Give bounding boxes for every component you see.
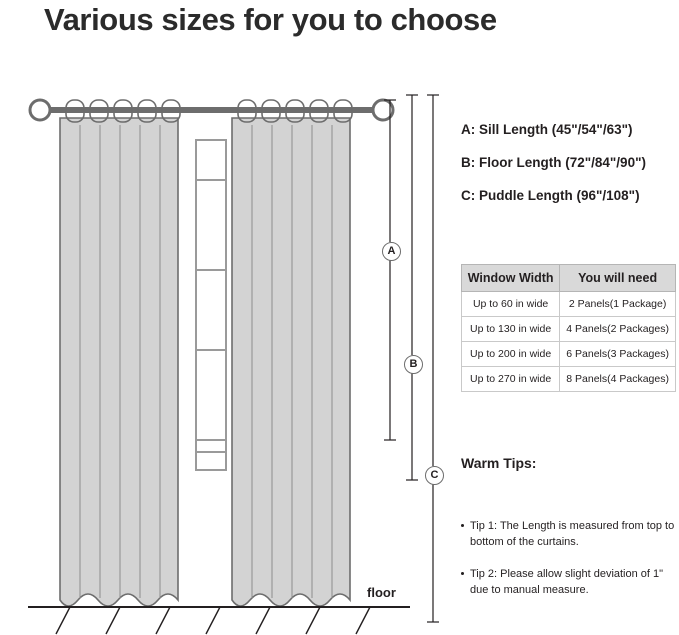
tip-text: Tip 1: The Length is measured from top to bottom of the curtains. <box>470 520 675 548</box>
bullet-dot-icon <box>461 524 464 527</box>
marker-a: A <box>382 242 401 261</box>
warm-tips-title: Warm Tips: <box>461 455 537 471</box>
table-row <box>462 292 676 317</box>
table-row <box>462 317 676 342</box>
cell-window-width: Up to 270 in wide <box>462 367 560 392</box>
window-frame <box>196 140 226 470</box>
cell-you-will-need: 8 Panels(4 Packages) <box>560 367 676 392</box>
cell-you-will-need: 4 Panels(2 Packages) <box>560 317 676 342</box>
window-width-table <box>461 264 676 392</box>
legend-item-c: C: Puddle Length (96"/108") <box>461 188 640 203</box>
dimension-line-c <box>427 95 439 622</box>
tip-item <box>461 518 675 550</box>
cell-window-width: Up to 200 in wide <box>462 342 560 367</box>
cell-window-width: Up to 130 in wide <box>462 317 560 342</box>
marker-c: C <box>425 466 444 485</box>
floor-label: floor <box>367 585 396 600</box>
tip-item <box>461 566 675 598</box>
cell-window-width: Up to 60 in wide <box>462 292 560 317</box>
length-legend <box>461 122 676 221</box>
dimension-line-b <box>406 95 418 480</box>
warm-tips-list <box>461 518 675 614</box>
column-header-window-width: Window Width <box>462 265 560 292</box>
curtain-panel-left <box>60 100 180 606</box>
curtain-panel-right <box>232 100 352 606</box>
legend-item-b: B: Floor Length (72"/84"/90") <box>461 155 646 170</box>
column-header-you-will-need: You will need <box>560 265 676 292</box>
dimension-line-a <box>384 100 396 440</box>
marker-b: B <box>404 355 423 374</box>
cell-you-will-need: 2 Panels(1 Package) <box>560 292 676 317</box>
table-row <box>462 367 676 392</box>
cell-you-will-need: 6 Panels(3 Packages) <box>560 342 676 367</box>
legend-item-a: A: Sill Length (45"/54"/63") <box>461 122 633 137</box>
tip-text: Tip 2: Please allow slight deviation of 1" due to manual measure. <box>470 568 664 596</box>
table-header-row <box>462 265 676 292</box>
bullet-dot-icon <box>461 572 464 575</box>
floor-line <box>28 607 410 634</box>
page-title: Various sizes for you to choose <box>44 2 497 37</box>
table-row <box>462 342 676 367</box>
